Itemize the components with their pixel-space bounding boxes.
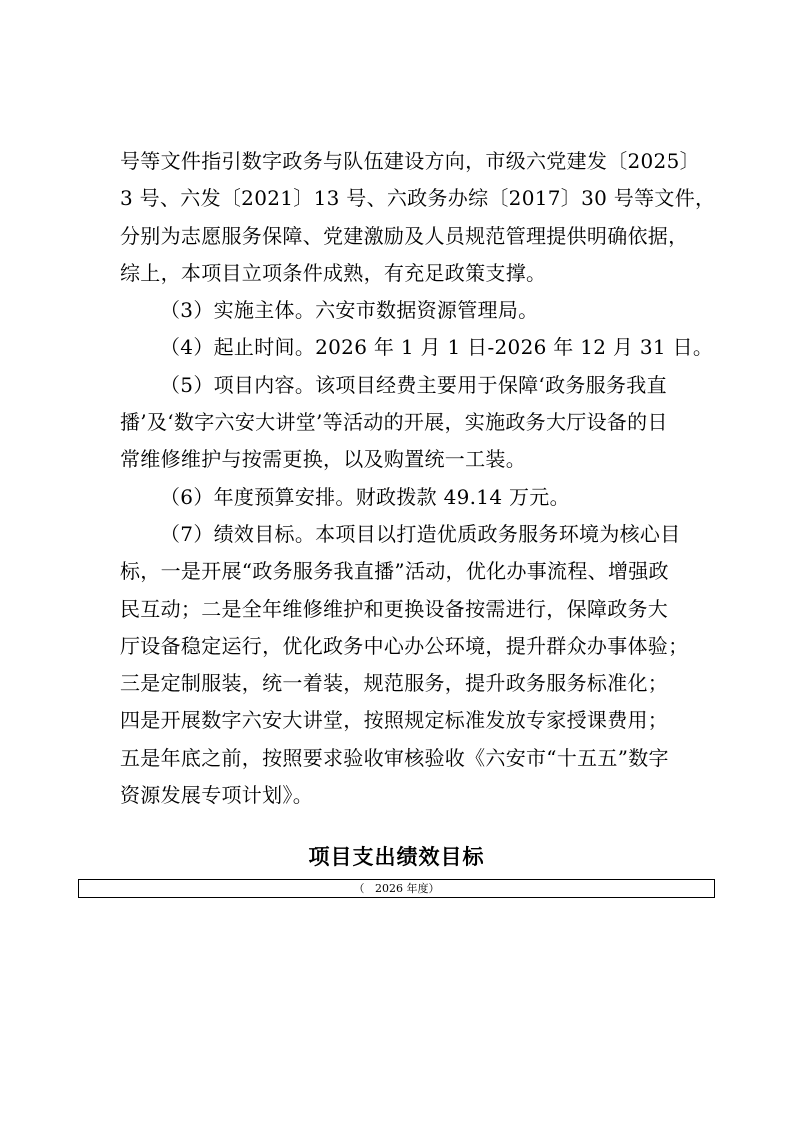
- body-line-12: 标，一是开展“政务服务我直播”活动，优化办事流程、增强政: [120, 559, 669, 584]
- body-line-2: 3 号、六发〔2021〕13 号、六政务办综〔2017〕30 号等文件，: [120, 186, 716, 211]
- body-text: [120, 143, 716, 814]
- body-line-9: 常维修维护与按需更换，以及购置统一工装。: [120, 447, 526, 472]
- body-line-4: 综上，本项目立项条件成熟，有充足政策支撑。: [120, 260, 547, 285]
- body-line-10: （6）年度预算安排。财政拨款 49.14 万元。: [160, 484, 570, 509]
- body-line-1: 号等文件指引数字政务与队伍建设方向，市级六党建发〔2025〕: [120, 149, 700, 173]
- body-line-18: 资源发展专项计划》。: [120, 783, 313, 808]
- body-line-15: 三是定制服装，统一着装，规范服务，提升政务服务标准化；: [120, 671, 669, 696]
- body-line-8: 播’及‘数字六安大讲堂’等活动的开展，实施政务大厅设备的日: [120, 410, 668, 435]
- body-line-11: （7）绩效目标。本项目以打造优质政务服务环境为核心目: [160, 521, 681, 546]
- performance-table-header: [78, 879, 715, 898]
- body-line-13: 民互动；二是全年维修维护和更换设备按需进行，保障政务大: [120, 596, 669, 621]
- body-line-16: 四是开展数字六安大讲堂，按照规定标准发放专家授课费用；: [120, 708, 669, 733]
- body-line-6: （4）起止时间。2026 年 1 月 1 日-2026 年 12 月 31 日。: [160, 335, 714, 360]
- table-title: 项目支出绩效目标: [308, 845, 485, 869]
- body-line-14: 厅设备稳定运行，优化政务中心办公环境，提升群众办事体验；: [120, 633, 689, 658]
- body-line-5: （3）实施主体。六安市数据资源管理局。: [160, 298, 539, 323]
- table-year-caption: （ 2026 年度）: [353, 882, 440, 895]
- body-line-17: 五是年底之前，按照要求验收审核验收《六安市“十五五”数字: [120, 745, 669, 770]
- body-line-7: （5）项目内容。该项目经费主要用于保障‘政务服务我直: [160, 372, 667, 397]
- body-line-3: 分别为志愿服务保障、党建激励及人员规范管理提供明确依据，: [120, 223, 689, 248]
